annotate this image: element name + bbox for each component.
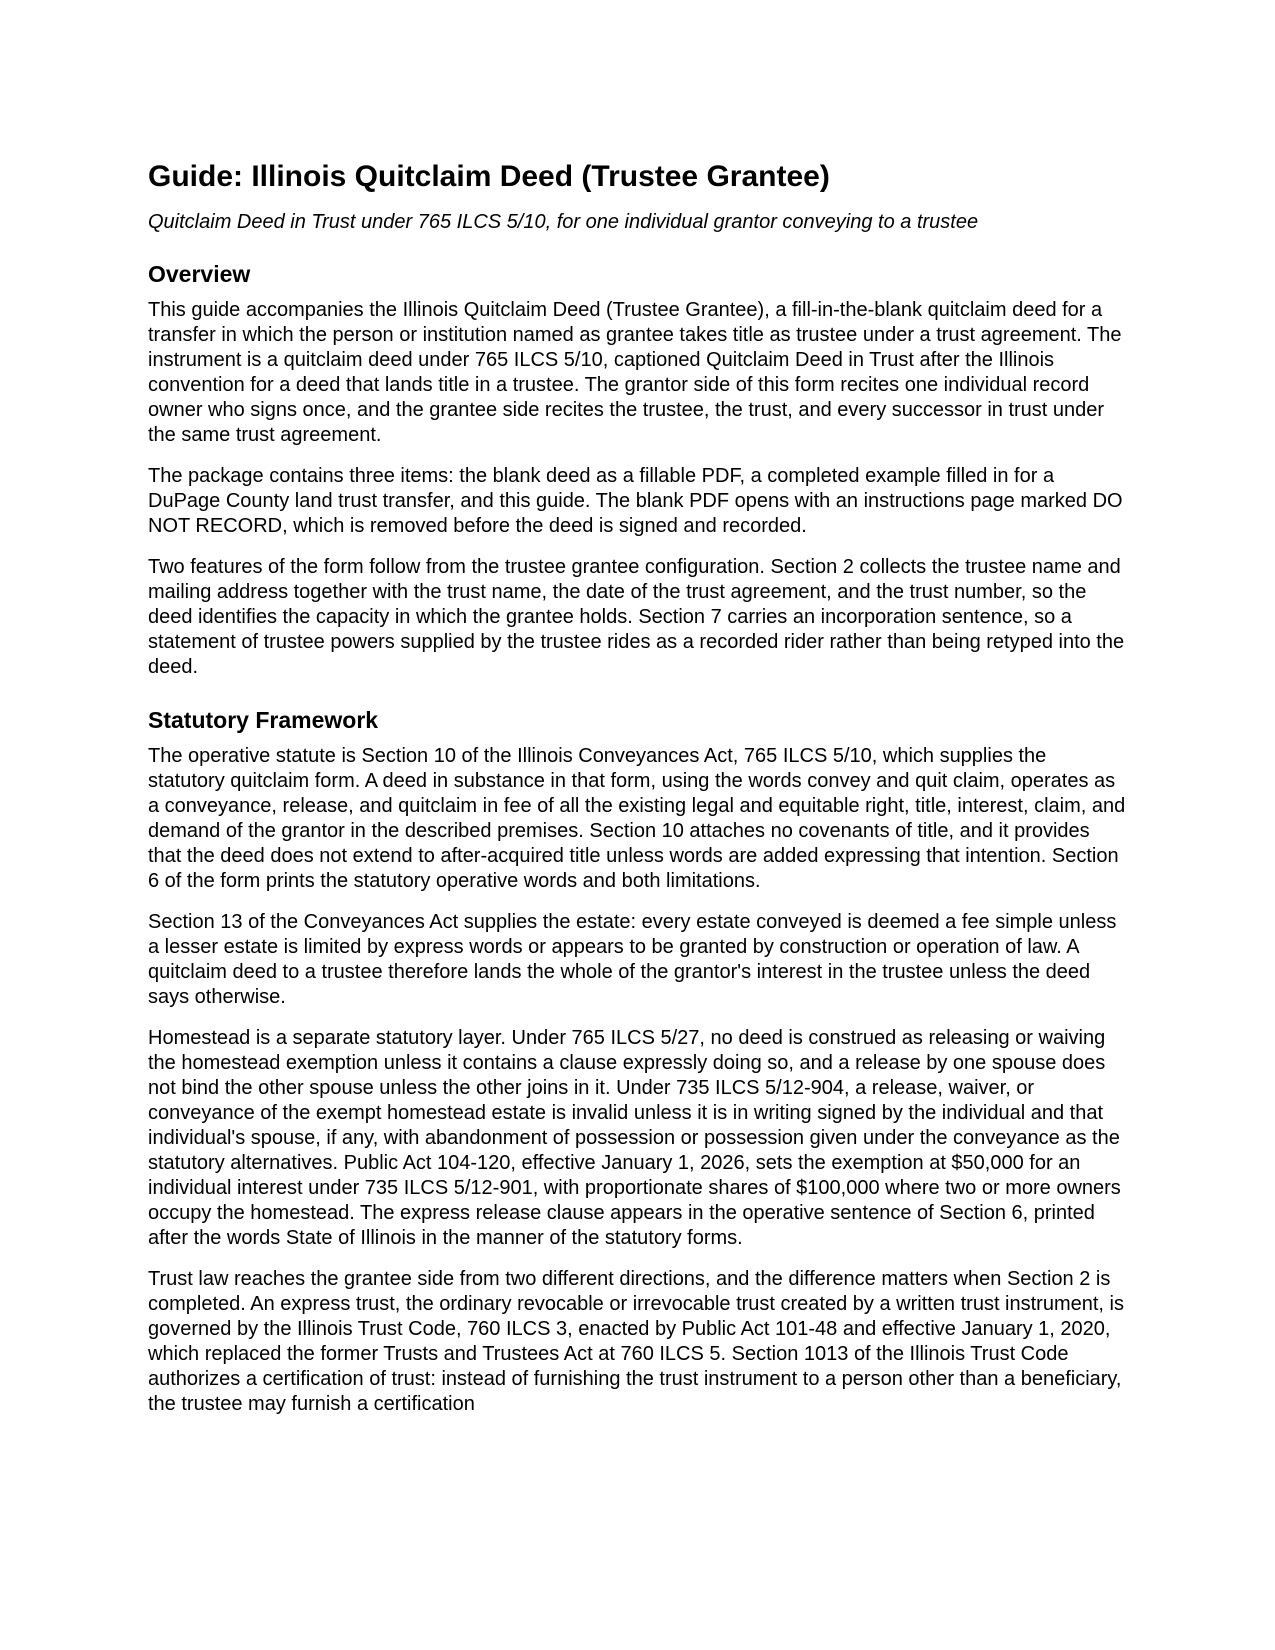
section-overview	[148, 260, 1128, 680]
paragraph: Homestead is a separate statutory layer. Under 765 ILCS 5/27, no deed is construed as releasing or waiving the homestead exemption unless it contains a clause expressly doing so, and a release by one spouse does not bind the other spouse unless the other joins in it. Under 735 ILCS 5/12-904, a release, waiver, or conveyance of the exempt homestead estate is invalid unless it is in writing signed by the individual and that individual's spouse, if any, with abandonment of possession or possession given under the conveyance as the statutory alternatives. Public Act 104-120, effective January 1, 2026, sets the exemption at $50,000 for an individual interest under 735 ILCS 5/12-901, with proportionate shares of $100,000 where two or more owners occupy the homestead. The express release clause appears in the operative sentence of Section 6, printed after the words State of Illinois in the manner of the statutory forms.	[148, 1027, 1121, 1249]
paragraph: This guide accompanies the Illinois Quitclaim Deed (Trustee Grantee), a fill-in-the-blank quitclaim deed for a transfer in which the person or institution named as grantee takes title as trustee under a trust agreement. The instrument is a quitclaim deed under 765 ILCS 5/10, captioned Quitclaim Deed in Trust after the Illinois convention for a deed that lands title in a trustee. The grantor side of this form recites one individual record owner who signs once, and the grantee side recites the trustee, the trust, and every successor in trust under the same trust agreement.	[148, 299, 1122, 446]
paragraph: Trust law reaches the grantee side from two different directions, and the difference matters when Section 2 is completed. An express trust, the ordinary revocable or irrevocable trust created by a written trust instrument, is governed by the Illinois Trust Code, 760 ILCS 3, enacted by Public Act 101-48 and effective January 1, 2020, which replaced the former Trusts and Trustees Act at 760 ILCS 5. Section 1013 of the Illinois Trust Code authorizes a certification of trust: instead of furnishing the trust instrument to a person other than a beneficiary, the trustee may furnish a certification	[148, 1268, 1124, 1415]
section-heading: Statutory Framework	[148, 707, 379, 733]
paragraph: Two features of the form follow from the trustee grantee configuration. Section 2 collects the trustee name and mailing address together with the trust name, the date of the trust agreement, and the trust number, so the deed identifies the capacity in which the grantee holds. Section 7 carries an incorporation sentence, so a statement of trustee powers supplied by the trustee rides as a recorded rider rather than being retyped into the deed.	[148, 556, 1125, 678]
document-subtitle: Quitclaim Deed in Trust under 765 ILCS 5/10, for one individual grantor conveying to a trustee	[148, 211, 979, 233]
section-heading: Overview	[148, 261, 251, 287]
section-statutory-framework	[148, 706, 1128, 1417]
paragraph: The operative statute is Section 10 of the Illinois Conveyances Act, 765 ILCS 5/10, which supplies the statutory quitclaim form. A deed in substance in that form, using the words convey and quit claim, operates as a conveyance, release, and quitclaim in fee of all the existing legal and equitable right, title, interest, claim, and demand of the grantor in the described premises. Section 10 attaches no covenants of title, and it provides that the deed does not extend to after-acquired title unless words are added expressing that intention. Section 6 of the form prints the statutory operative words and both limitations.	[148, 745, 1126, 892]
paragraph: Section 13 of the Conveyances Act supplies the estate: every estate conveyed is deemed a fee simple unless a lesser estate is limited by express words or appears to be granted by construction or operation of law. A quitclaim deed to a trustee therefore lands the whole of the grantor's interest in the trustee unless the deed says otherwise.	[148, 911, 1117, 1008]
document-title: Guide: Illinois Quitclaim Deed (Trustee Grantee)	[148, 160, 830, 193]
document-page	[148, 160, 1128, 1417]
paragraph: The package contains three items: the blank deed as a fillable PDF, a completed example filled in for a DuPage County land trust transfer, and this guide. The blank PDF opens with an instructions page marked DO NOT RECORD, which is removed before the deed is signed and recorded.	[148, 465, 1123, 537]
